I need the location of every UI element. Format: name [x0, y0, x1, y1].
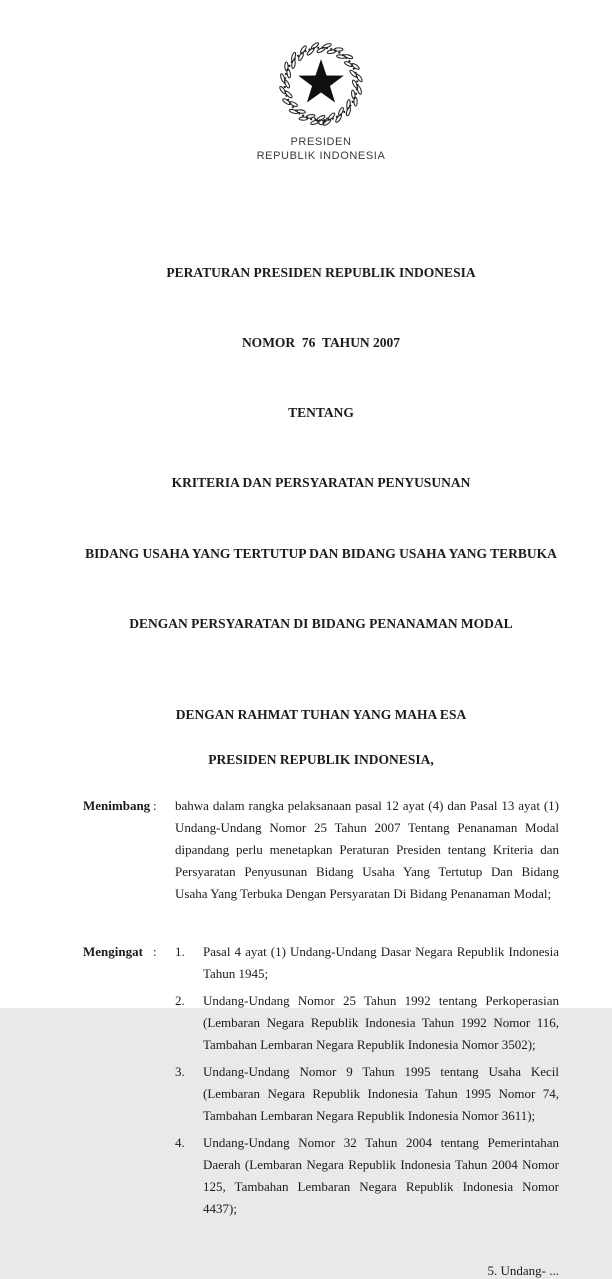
recalling-items	[175, 941, 559, 1220]
authority-line: PRESIDEN REPUBLIK INDONESIA,	[208, 752, 434, 768]
item-line: Tambahan Lembaran Negara Republik Indonesia Nomor 3502);	[203, 1037, 536, 1053]
item-line: Tambahan Lembaran Negara Republik Indonesia Nomor 3611);	[203, 1108, 536, 1124]
org-line-presiden: PRESIDEN	[290, 136, 352, 148]
title-line-subject-3: DENGAN PERSYARATAN DI BIDANG PENANAMAN MODAL	[129, 615, 513, 631]
considering-paragraph	[175, 795, 559, 905]
item-line: Undang-Undang Nomor 25 Tahun 1992 tentang Perkoperasian	[203, 993, 559, 1009]
considering-label: Menimbang	[83, 798, 151, 814]
considering-line: Persyaratan Penyusunan Bidang Usaha Yang Tertutup Dan Bidang	[175, 864, 559, 880]
item-text	[203, 1061, 559, 1127]
star-wreath-icon	[273, 40, 369, 130]
item-line: 4437);	[203, 1201, 237, 1217]
item-line: (Lembaran Negara Republik Indonesia Tahun 1995 Nomor 74,	[203, 1086, 559, 1102]
title-line-number: NOMOR 76 TAHUN 2007	[241, 335, 401, 351]
item-number: 2.	[175, 993, 185, 1009]
considering-line: Usaha Yang Terbuka Dengan Persyaratan Di Bidang Penanaman Modal;	[175, 886, 552, 902]
recalling-label: Mengingat	[83, 944, 143, 960]
title-line-subject-1: KRITERIA DAN PERSYARATAN PENYUSUNAN	[171, 475, 471, 491]
invocation-line: DENGAN RAHMAT TUHAN YANG MAHA ESA	[175, 707, 467, 723]
recalling-item-2	[175, 990, 559, 1056]
item-line: Tahun 1945;	[203, 966, 269, 982]
item-line: Daerah (Lembaran Negara Republik Indonesia Tahun 2004 Nomor	[203, 1157, 559, 1173]
recalling-item-4	[175, 1132, 559, 1220]
item-text	[203, 941, 559, 985]
document-title	[83, 214, 559, 682]
considering-line: Undang-Undang Nomor 25 Tahun 2007 Tentang Penanaman Modal	[175, 820, 559, 836]
item-line: (Lembaran Negara Republik Indonesia Tahun 1992 Nomor 116,	[203, 1015, 559, 1031]
item-number: 4.	[175, 1135, 185, 1151]
item-number: 1.	[175, 944, 185, 960]
title-line-tentang: TENTANG	[288, 405, 354, 421]
item-text	[203, 1132, 559, 1220]
star-icon	[298, 59, 344, 102]
item-number: 3.	[175, 1064, 185, 1080]
org-header	[83, 136, 559, 163]
recalling-section	[83, 941, 559, 1220]
considering-section	[83, 795, 559, 905]
item-line: 125, Tambahan Lembaran Negara Republik Indonesia Nomor	[203, 1179, 559, 1195]
considering-line: dipandang perlu menetapkan Peraturan Presiden tentang Kriteria dan	[175, 842, 559, 858]
item-line: Pasal 4 ayat (1) Undang-Undang Dasar Negara Republik Indonesia	[203, 944, 559, 960]
item-line: Undang-Undang Nomor 32 Tahun 2004 tentang Pemerintahan	[203, 1135, 559, 1151]
page-catchword: 5. Undang- ...	[487, 1263, 559, 1279]
considering-colon: :	[153, 798, 157, 814]
title-line-regulation: PERATURAN PRESIDEN REPUBLIK INDONESIA	[166, 264, 476, 280]
title-line-subject-2: BIDANG USAHA YANG TERTUTUP DAN BIDANG USAHA YANG TERBUKA	[85, 545, 557, 561]
recalling-item-3	[175, 1061, 559, 1127]
item-text	[203, 990, 559, 1056]
recalling-item-1	[175, 941, 559, 985]
org-line-republik-indonesia: REPUBLIK INDONESIA	[256, 149, 386, 162]
national-emblem	[83, 0, 559, 135]
item-line: Undang-Undang Nomor 9 Tahun 1995 tentang Usaha Kecil	[203, 1064, 559, 1080]
considering-line: bahwa dalam rangka pelaksanaan pasal 12 ayat (4) dan Pasal 13 ayat (1)	[175, 798, 559, 814]
recalling-colon: :	[153, 944, 157, 960]
